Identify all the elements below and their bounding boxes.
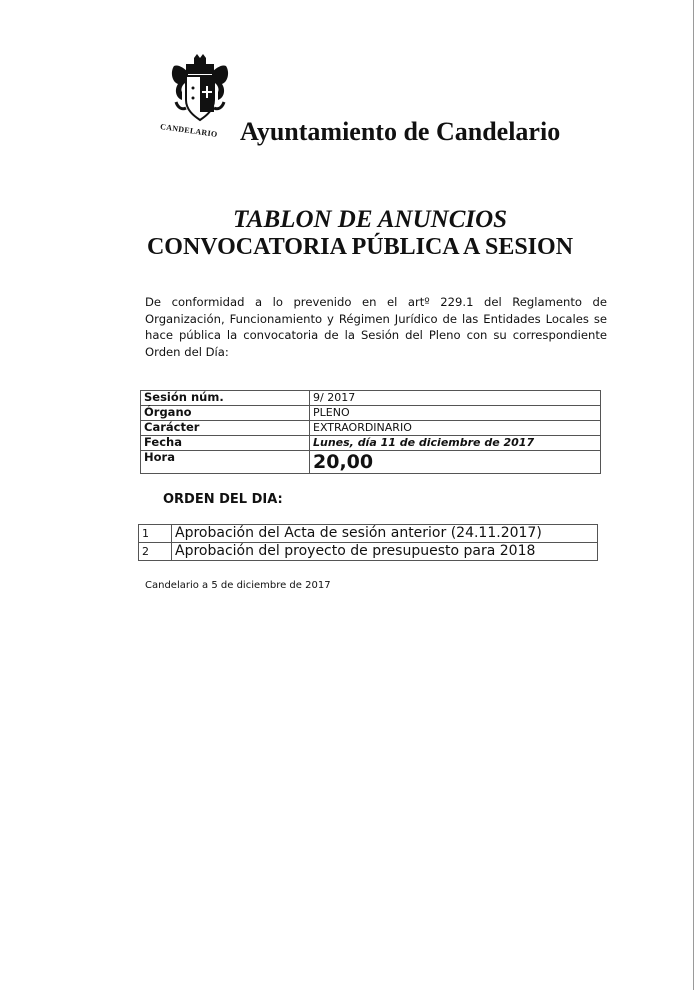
organ-label: Órgano xyxy=(141,406,310,421)
intro-paragraph: De conformidad a lo prevenido en el artº 229.1 del Reglamento de Organización, Funcionamiento y Régimen Jurídico de las Entidades Locales se hace pública la convocatoria de la Sesión del Pleno con su correspondiente Orden del Día: xyxy=(145,295,607,359)
date-label: Fecha xyxy=(141,436,310,451)
session-number-value: 9/ 2017 xyxy=(310,391,601,406)
crest-label: CANDELARIO xyxy=(159,122,219,139)
agenda-item-text: Aprobación del proyecto de presupuesto para 2018 xyxy=(172,543,598,561)
organ-value: PLENO xyxy=(310,406,601,421)
character-value: EXTRAORDINARIO xyxy=(310,421,601,436)
agenda-table xyxy=(138,524,598,561)
coat-of-arms-icon xyxy=(168,52,232,130)
page-title: CONVOCATORIA PÚBLICA A SESION xyxy=(146,234,574,260)
agenda-row xyxy=(139,525,598,543)
character-label: Carácter xyxy=(141,421,310,436)
table-row xyxy=(141,406,601,421)
agenda-heading: ORDEN DEL DIA: xyxy=(163,492,283,507)
session-number-label: Sesión núm. xyxy=(141,391,310,406)
table-row xyxy=(141,436,601,451)
time-value: 20,00 xyxy=(310,451,601,474)
table-row xyxy=(141,391,601,406)
agenda-item-text: Aprobación del Acta de sesión anterior (24.11.2017) xyxy=(172,525,598,543)
agenda-row xyxy=(139,543,598,561)
time-label: Hora xyxy=(141,451,310,474)
organization-name: Ayuntamiento de Candelario xyxy=(240,117,561,146)
agenda-item-number: 2 xyxy=(139,543,172,561)
board-title: TABLON DE ANUNCIOS xyxy=(232,206,508,233)
table-row xyxy=(141,451,601,474)
agenda-item-number: 1 xyxy=(139,525,172,543)
place-and-date: Candelario a 5 de diciembre de 2017 xyxy=(145,580,331,591)
table-row xyxy=(141,421,601,436)
session-info-table xyxy=(140,390,601,474)
page-edge-line xyxy=(693,0,694,990)
date-value: Lunes, día 11 de diciembre de 2017 xyxy=(310,436,601,451)
